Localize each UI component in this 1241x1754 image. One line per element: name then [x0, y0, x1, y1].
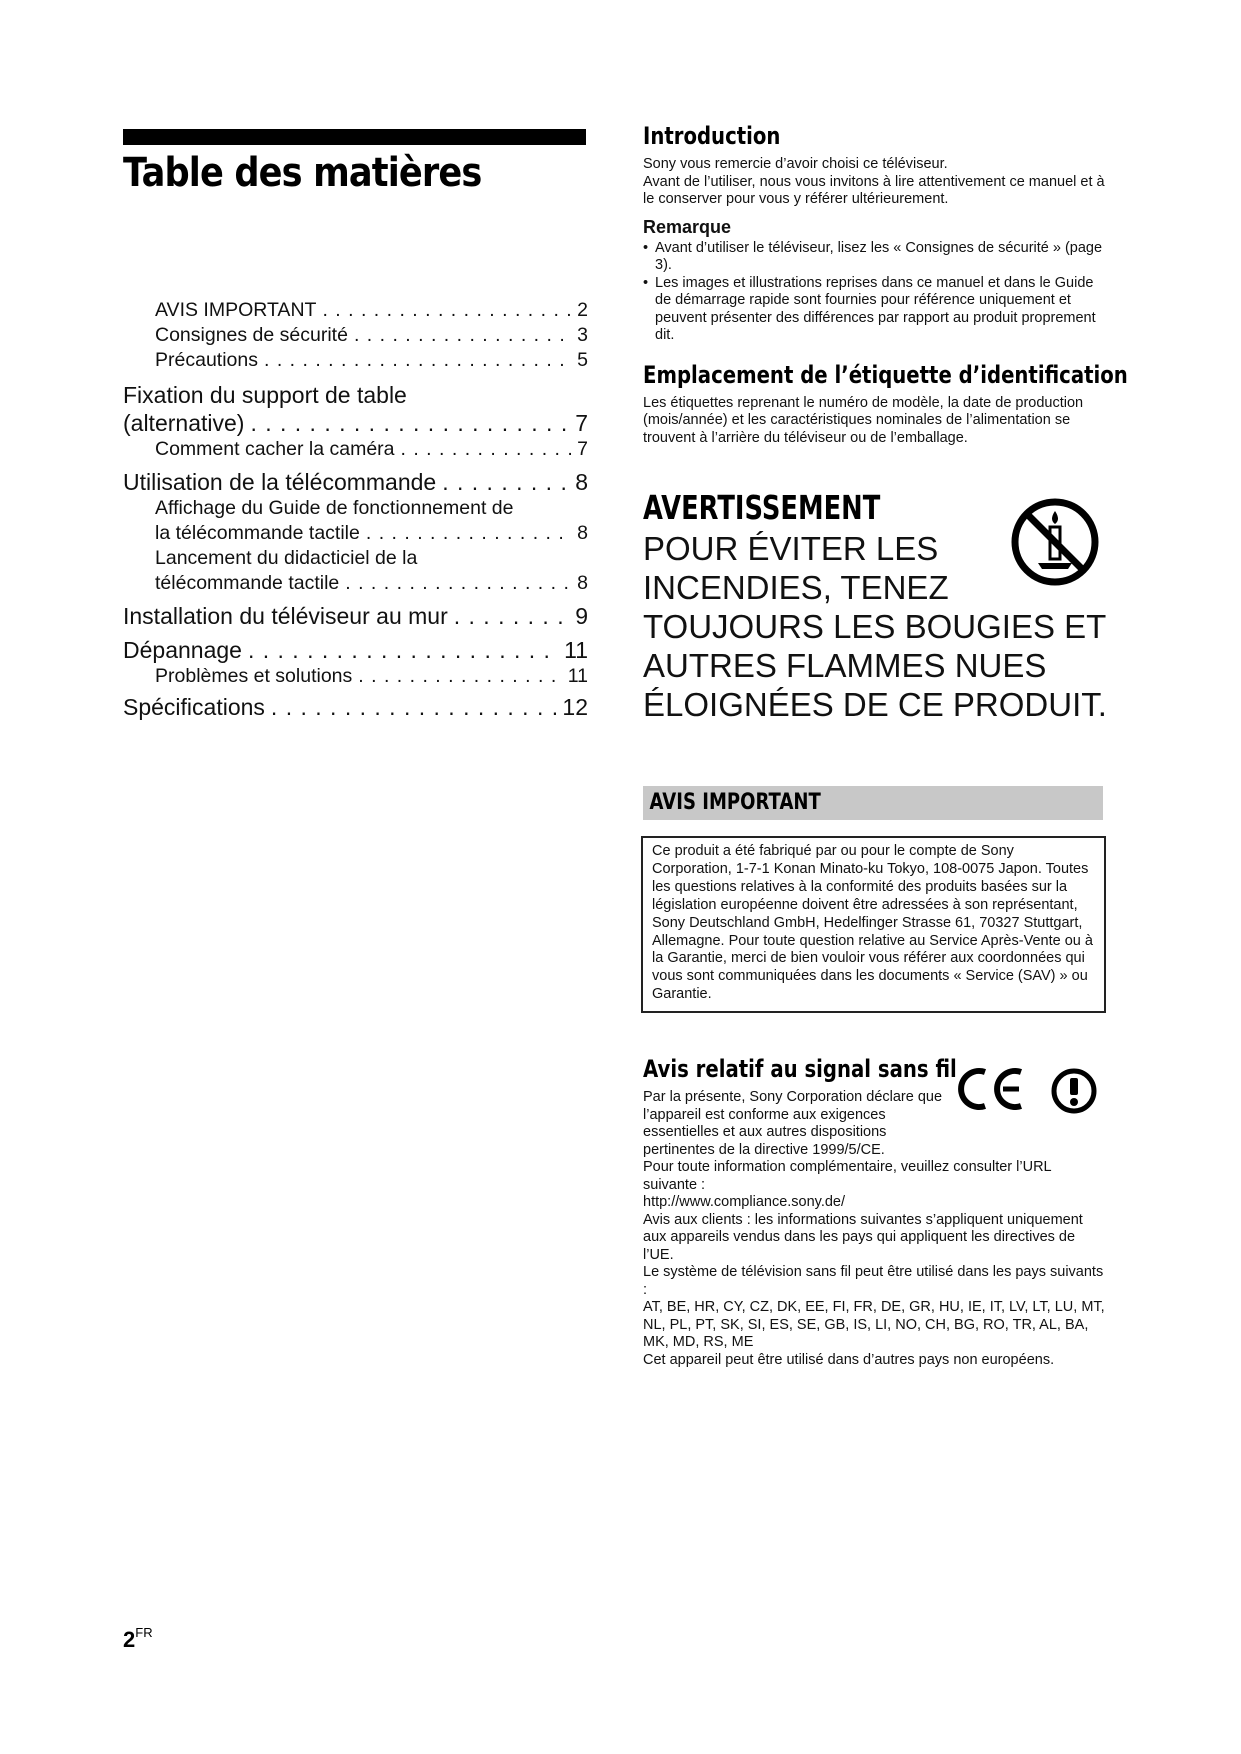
avis-heading: AVIS IMPORTANT: [649, 790, 821, 815]
toc-entry[interactable]: Consignes de sécurité . . . 3: [123, 323, 588, 348]
toc-entry[interactable]: Lancement du didacticiel de la télécommande tactile . . . 8: [123, 546, 588, 596]
list-item: • Avant d’utiliser le téléviseur, lisez les « Consignes de sécurité » (page 3).: [655, 240, 1113, 275]
toc-entry[interactable]: Problèmes et solutions . . . 11: [123, 664, 588, 689]
wireless-text: Le système de télévision sans fil peut être utilisé dans les pays suivants :: [643, 1264, 1104, 1298]
intro-text: Avant de l’utiliser, nous vous invitons à lire attentivement ce manuel et à le conserver pour vous y référer ultérieurement.: [643, 173, 1105, 207]
ce-mark-icon: [955, 1066, 1027, 1112]
title-rule: [123, 129, 586, 145]
alert-icon: [1050, 1067, 1098, 1115]
toc-entry[interactable]: AVIS IMPORTANT . . . 2: [123, 298, 588, 323]
wireless-text: Cet appareil peut être utilisé dans d’autres pays non européens.: [643, 1351, 1055, 1368]
wireless-text: Pour toute information complémentaire, veuillez consulter l’URL suivante :: [643, 1159, 1052, 1193]
wireless-text: Avis aux clients : les informations suivantes s’appliquent uniquement aux appareils vendus dans les pays qui appliquent les directives de l’UE.: [643, 1211, 1083, 1263]
toc-entry[interactable]: Affichage du Guide de fonctionnement de la télécommande tactile . . . 8: [123, 496, 588, 546]
wireless-text: Par la présente, Sony Corporation déclare que l’appareil est conforme aux exigences essentielles et aux autres dispositions pertinentes de la directive 1999/5/CE.: [643, 1089, 943, 1158]
toc-entry[interactable]: Utilisation de la télécommande . . . 8: [123, 468, 588, 496]
wireless-section: [643, 1055, 1105, 1369]
intro-heading: Introduction: [643, 122, 781, 150]
label-text: Les étiquettes reprenant le numéro de modèle, la date de production (mois/année) et les caractéristiques nominales de l’alimentation se trouvent à l’arrière du téléviseur ou de l’emballage.: [643, 394, 1084, 446]
toc-entry[interactable]: Spécifications . . . 12: [123, 693, 588, 721]
no-candle-icon: [1010, 497, 1100, 587]
toc-entry[interactable]: Fixation du support de table (alternative) . . . 7: [123, 381, 588, 437]
note-list: [643, 240, 1113, 345]
note-heading: Remarque: [643, 216, 732, 237]
toc-title: Table des matières: [123, 150, 482, 196]
intro-text: Sony vous remercie d’avoir choisi ce téléviseur.: [643, 156, 948, 172]
country-list: AT, BE, HR, CY, CZ, DK, EE, FI, FR, DE, GR, HU, IE, IT, LV, LT, LU, MT, NL, PL, PT, SK, SI, ES, SE, GB, IS, LI, NO, CH, BG, RO, TR, AL, BA, MK, MD, RS, ME: [643, 1299, 1105, 1350]
toc-entry[interactable]: Précautions . . . 5: [123, 348, 588, 373]
intro-section: [643, 122, 1128, 447]
list-item: • Les images et illustrations reprises dans ce manuel et dans le Guide de démarrage rapide sont fournies pour référence uniquement et peuvent présenter des différences par rapport au produit proprement dit.: [655, 275, 1113, 345]
warning-title: AVERTISSEMENT: [643, 488, 881, 527]
compliance-url[interactable]: http://www.compliance.sony.de/: [643, 1194, 846, 1210]
warning-text: POUR ÉVITER LES INCENDIES, TENEZ TOUJOURS LES BOUGIES ET AUTRES FLAMMES NUES ÉLOIGNÉES DE CE PRODUIT.: [643, 530, 1107, 723]
toc-entry[interactable]: Comment cacher la caméra . . . 7: [123, 437, 588, 462]
table-of-contents: [123, 298, 588, 721]
avis-text: Ce produit a été fabriqué par ou pour le compte de Sony Corporation, 1-7-1 Konan Minato-ku Tokyo, 108-0075 Japon. Toutes les questions relatives à la conformité des produits basées sur la législation européenne doivent être adressées à son représentant, Sony Deutschland GmbH, Hedelfinger Strasse 61, 70327 Stuttgart, Allemagne. Pour toute question relative au Service Après-Vente ou à la Garantie, merci de bien vouloir vous référer aux coordonnées qui vous sont communiquées dans les documents « Service (SAV) » ou Garantie.: [652, 843, 1093, 1003]
page-number: $2^{FR}$: [123, 1625, 153, 1652]
toc-entry[interactable]: Dépannage . . . 11: [123, 636, 588, 664]
label-heading: Emplacement de l’étiquette d’identification: [643, 360, 1128, 389]
avis-heading-band: [643, 786, 1103, 820]
avis-box: [641, 836, 1106, 1013]
toc-entry[interactable]: Installation du téléviseur au mur . . . 9: [123, 602, 588, 630]
wireless-heading: Avis relatif au signal sans fil: [643, 1055, 957, 1083]
